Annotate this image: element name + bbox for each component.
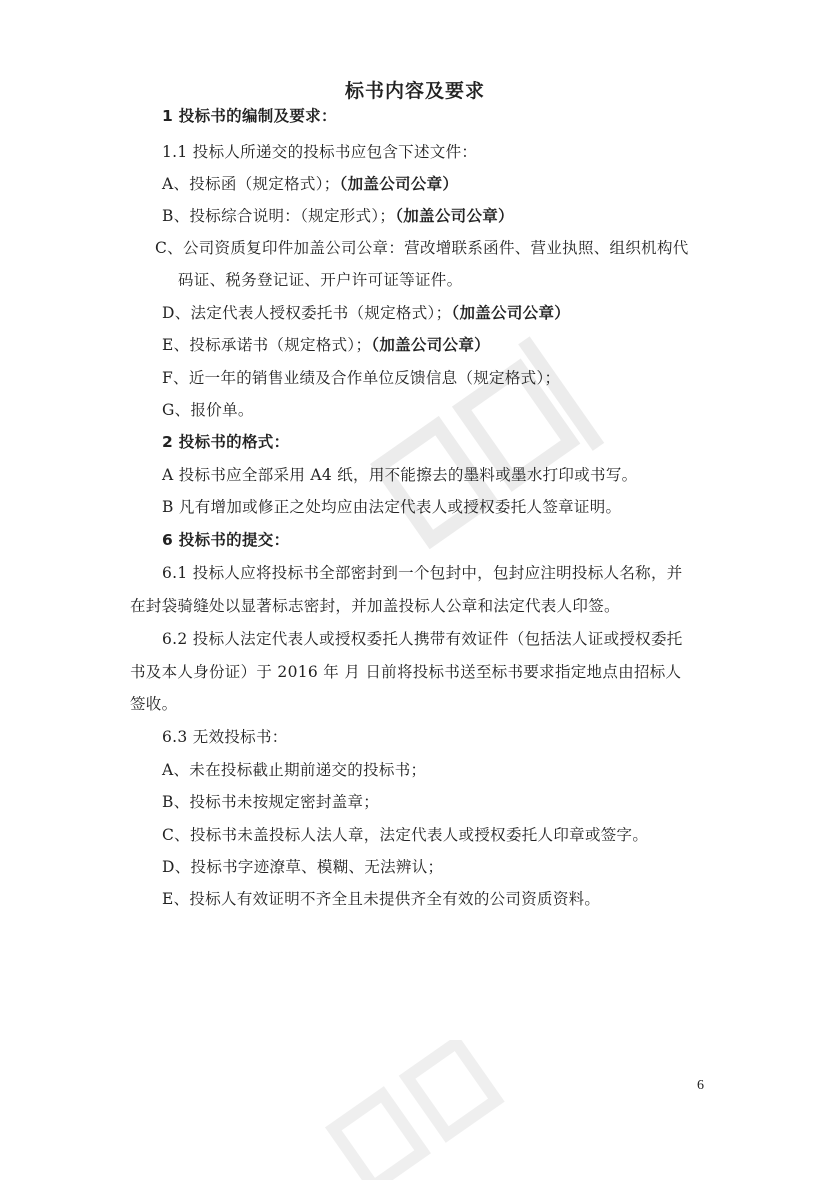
paragraph-line: 6.2 投标人法定代表人或授权委托人携带有效证件（包括法人证或授权委托 (162, 630, 683, 648)
list-item: B 凡有增加或修正之处均应由法定代表人或授权委托人签章证明。 (162, 498, 622, 516)
list-item (155, 238, 689, 258)
list-item: C、投标书未盖投标人法人章，法定代表人或授权委托人印章或签字。 (162, 826, 649, 844)
list-item-text: F、近一年的销售业绩及合作单位反馈信息（规定格式）； (162, 369, 561, 387)
list-item (162, 368, 560, 388)
list-item (162, 400, 254, 420)
list-item: A 投标书应全部采用 A4 纸，用不能擦去的墨料或墨水打印或书写。 (162, 466, 638, 484)
list-item (162, 303, 570, 323)
list-item: E、投标人有效证明不齐全且未提供齐全有效的公司资质资料。 (162, 890, 601, 908)
list-item-emphasis: （加盖公司公章） (395, 207, 514, 225)
list-item-emphasis: （加盖公司公章） (451, 304, 571, 322)
list-item (162, 335, 490, 355)
list-item-text: G、报价单。 (162, 401, 254, 419)
section-1-intro: 1.1 投标人所递交的投标书应包含下述文件： (162, 143, 478, 161)
list-item (162, 174, 458, 194)
list-item-continuation (178, 270, 462, 290)
page-number: 6 (697, 1078, 704, 1093)
list-item-text: 码证、税务登记证、开户许可证等证件。 (178, 271, 463, 289)
paragraph-line: 6.1 投标人应将投标书全部密封到一个包封中，包封应注明投标人名称，并 (162, 564, 683, 582)
list-item (162, 206, 514, 226)
paragraph-line: 6.3 无效投标书： (162, 728, 288, 746)
list-item-text: B、投标综合说明：（规定形式）； (162, 207, 396, 225)
section-1-heading: 1 投标书的编制及要求： (162, 107, 337, 125)
list-item: B、投标书未按规定密封盖章； (162, 793, 380, 811)
list-item: A、未在投标截止期前递交的投标书； (162, 761, 427, 779)
paragraph-line: 书及本人身份证）于 2016 年 月 日前将投标书送至标书要求指定地点由招标人 (130, 663, 682, 681)
list-item: D、投标书字迹潦草、模糊、无法辨认； (162, 858, 444, 876)
section-2-heading: 2 投标书的格式： (162, 433, 290, 451)
list-item-emphasis: （加盖公司公章） (371, 336, 490, 354)
paragraph-line: 在封袋骑缝处以显著标志密封，并加盖投标人公章和法定代表人印签。 (130, 597, 620, 615)
list-item-text: D、法定代表人授权委托书（规定格式）； (162, 304, 452, 322)
page-title: 标书内容及要求 (344, 80, 485, 102)
list-item-text: E、投标承诺书（规定格式）； (162, 336, 372, 354)
watermark-icon (300, 1040, 560, 1180)
section-6-heading: 6 投标书的提交： (162, 531, 290, 549)
paragraph-line: 签收。 (130, 695, 178, 713)
list-item-emphasis: （加盖公司公章） (339, 175, 459, 193)
list-item-text: C、公司资质复印件加盖公司公章：营改增联系函件、营业执照、组织机构代 (155, 239, 689, 257)
list-item-text: A、投标函（规定格式）； (162, 175, 340, 193)
